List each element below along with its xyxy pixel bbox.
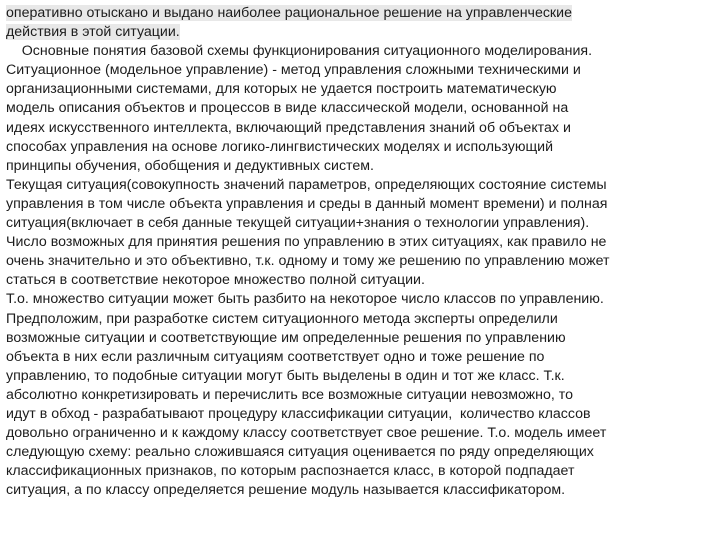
line-text: управления в том числе объекта управления и среды в данный момент времени) и полная: [6, 195, 608, 212]
text-line: [6, 310, 724, 329]
line-text: абсолютно конкретизировать и перечислить все возможные ситуации невозможно, то: [6, 386, 574, 403]
text-line: [6, 61, 724, 80]
line-text: способах управления на основе логико-лингвистических моделях и использующий: [6, 138, 554, 155]
line-text: управлению, то подобные ситуации могут быть выделены в один и тот же класс. Т.к.: [6, 367, 565, 384]
line-text: принципы обучения, обобщения и дедуктивных систем.: [6, 157, 374, 174]
line-text: организационными системами, для которых не удается построить математическую: [6, 81, 557, 98]
text-line: [6, 80, 724, 99]
line-text: объекта в них если различным ситуациям соответствует одно и тоже решение по: [6, 348, 545, 365]
text-line: [6, 481, 724, 500]
text-line: [6, 405, 724, 424]
line-text: следующую схему: реально сложившаяся ситуация оценивается по ряду определяющих: [6, 444, 594, 461]
line-text: Текущая ситуация(совокупность значений параметров, определяющих состояние системы: [6, 176, 607, 193]
text-line: [6, 176, 724, 195]
text-line: [6, 214, 724, 233]
line-text: оперативно отыскано и выдано наиболее рациональное решение на управленческие: [6, 5, 572, 21]
line-text: Основные понятия базовой схемы функционирования ситуационного моделирования.: [6, 43, 593, 60]
line-text: Число возможных для принятия решения по управлению в этих ситуациях, как правило не: [6, 234, 607, 251]
line-text: Т.о. множество ситуации может быть разбито на некоторое число классов по управлению.: [6, 291, 604, 308]
text-line: [6, 290, 724, 309]
text-line: [6, 233, 724, 252]
line-text: идут в обход - разрабатывают процедуру классификации ситуации, количество классов: [6, 405, 591, 422]
section-heading-line: [6, 42, 724, 61]
text-line: [6, 157, 724, 176]
line-text: классификационных признаков, по которым распознается класс, в которой подпадает: [6, 463, 575, 480]
line-text: очень значительно и это объективно, т.к. одному и тому же решению по управлению может: [6, 253, 610, 270]
line-text: довольно ограниченно и к каждому классу соответствует свое решение. Т.о. модель имеет: [6, 425, 607, 442]
text-line: [6, 252, 724, 271]
text-line: [6, 348, 724, 367]
line-text: ситуация(включает в себя данные текущей ситуации+знания о технологии управления).: [6, 215, 590, 232]
text-line: [6, 119, 724, 138]
line-text: статься в соответствие некоторое множество полной ситуации.: [6, 272, 425, 289]
line-text: Предположим, при разработке систем ситуационного метода эксперты определили: [6, 310, 558, 327]
line-text: возможные ситуации и соответствующие им определенные решения по управлению: [6, 329, 566, 346]
text-line: [6, 138, 724, 157]
text-line-highlighted: [6, 23, 724, 42]
text-line-highlighted: [6, 4, 724, 23]
line-text: модель описания объектов и процессов в виде классической модели, основанной на: [6, 100, 569, 117]
text-line: [6, 271, 724, 290]
text-line: [6, 195, 724, 214]
text-line: [6, 99, 724, 118]
text-line: [6, 386, 724, 405]
line-text: Ситуационное (модельное управление) - метод управления сложными техническими и: [6, 62, 581, 79]
line-text: ситуация, а по классу определяется решение модуль называется классификатором.: [6, 482, 566, 499]
text-line: [6, 462, 724, 481]
text-line: [6, 329, 724, 348]
text-line: [6, 443, 724, 462]
text-line: [6, 367, 724, 386]
line-text: идеях искусственного интеллекта, включающий представления знаний об объектах и: [6, 119, 571, 136]
text-line: [6, 424, 724, 443]
line-text: действия в этой ситуации.: [6, 24, 180, 41]
